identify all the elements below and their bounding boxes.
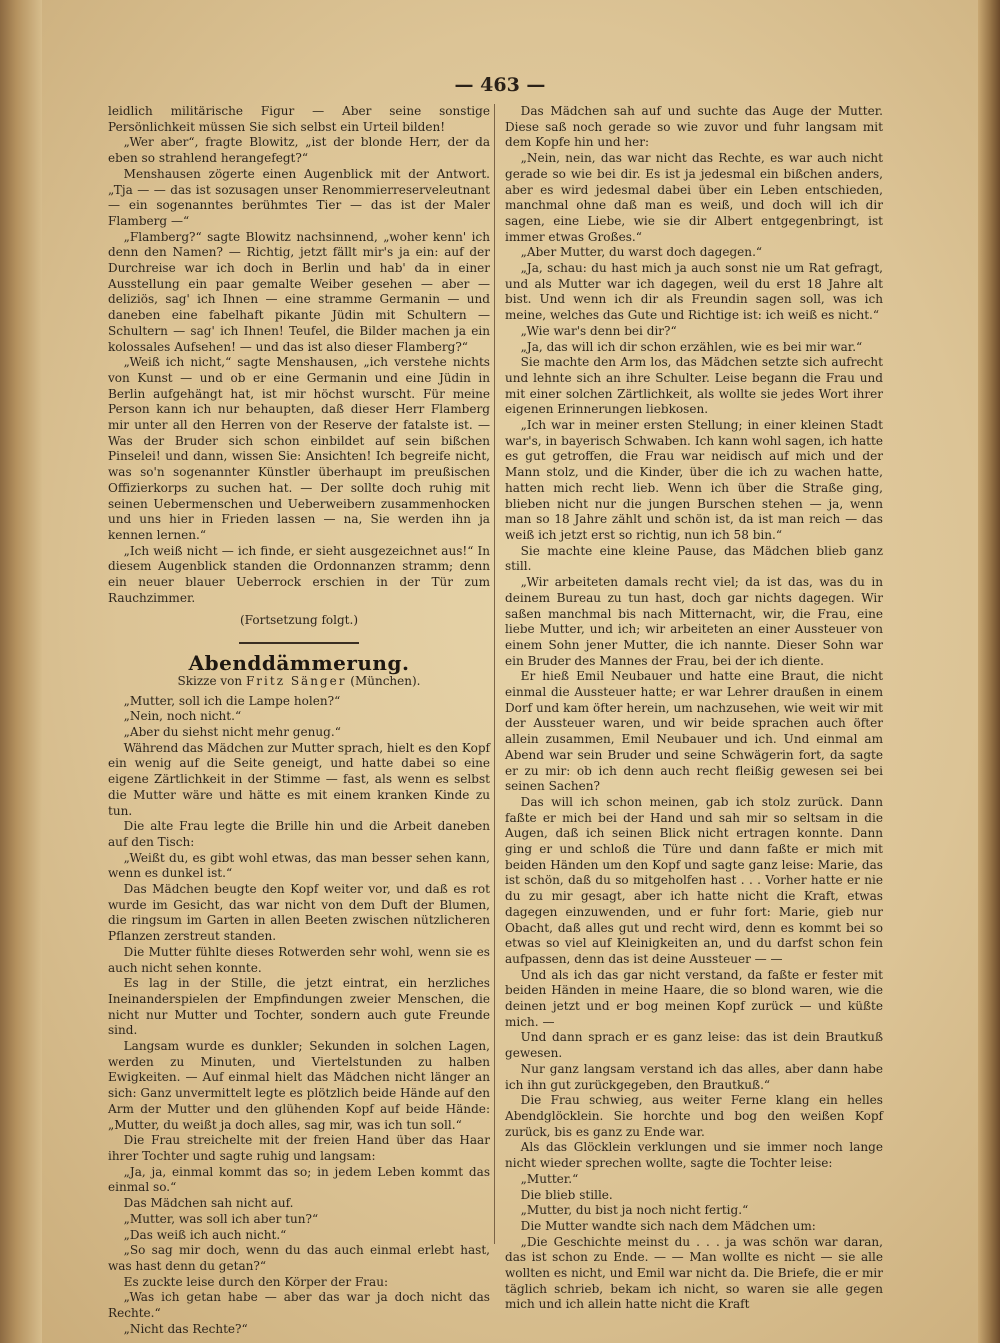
paragraph: Das Mädchen sah auf und suchte das Auge der Mutter. Diese saß noch gerade so wie zuvor und fuhr langsam mit dem Kopfe hin und her: (505, 104, 883, 150)
section-divider (239, 642, 359, 644)
paragraph: „Weißt du, es gibt wohl etwas, das man besser sehen kann, wenn es dunkel ist.“ (108, 850, 490, 881)
paragraph: Die Frau streichelte mit der freien Hand über das Haar ihrer Tochter und sagte ruhig und langsam: (108, 1133, 490, 1163)
column-rule (494, 104, 495, 1244)
paragraph: Das Mädchen beugte den Kopf weiter vor, und daß es rot wurde im Gesicht, das war nicht von dem Duft der Blumen, die ringsum im Garten in allen Beeten zwischen nützlicheren Pflanzen zerstreut standen. (108, 882, 490, 944)
paragraph: Die Mutter wandte sich nach dem Mädchen um: (520, 1218, 816, 1233)
story-title: Abenddämmerung. (188, 651, 410, 676)
paragraph: „Nein, nein, das war nicht das Rechte, es war auch nicht gerade so wie bei dir. Es ist ja jedesmal ein bißchen anders, aber es wird jedesmal dabei über ein Leben entschieden, manchmal ohne daß man es weiß, und doch will ich dir sagen, eine Liebe, wie sie dir Albert entgegenbringt, ist immer etwas Großes.“ (505, 151, 883, 244)
left-column (108, 104, 490, 1337)
paragraph: Und als ich das gar nicht verstand, da faßte er fester mit beiden Händen in meine Haare, die so blond waren, wie die deinen jetzt und er bog meinen Kopf zurück — und küßte mich. — (505, 967, 883, 1029)
paragraph: „Ja, schau: du hast mich ja auch sonst nie um Rat gefragt, und als Mutter war ich dagegen, weil du erst 18 Jahre alt bist. Und wenn ich dir als Freundin sagen soll, was ich meine, welches das Gute und Richtige ist: ich weiß es nicht.“ (505, 261, 883, 323)
paragraph: „Was ich getan habe — aber das war ja doch nicht das Rechte.“ (108, 1290, 490, 1321)
paragraph: „Mutter, was soll ich aber tun?“ (123, 1211, 319, 1226)
binding-gutter (0, 0, 42, 1343)
paragraph: leidlich militärische Figur — Aber seine sonstige Persönlichkeit müssen Sie sich selbst ein Urteil bilden! (108, 104, 490, 134)
paragraph: Während das Mädchen zur Mutter sprach, hielt es den Kopf ein wenig auf die Seite geneigt, und hatte dabei so eine eigene Zärtlichkeit in der Stimme — fast, als wenn es selbst die Mutter wäre und hätte es mit einem kranken Kinde zu tun. (108, 740, 490, 818)
paragraph: Das Mädchen sah nicht auf. (123, 1196, 294, 1211)
paragraph: „Flamberg?“ sagte Blowitz nachsinnend, „woher kenn' ich denn den Namen? — Richtig, jetzt fällt mir's ja ein: auf der Durchreise war ich doch in Berlin und hab' da in einer Ausstellung ein paar gemalte Weiber gesehen — aber — deliziös, sag' ich Ihnen — eine stramme Germanin — und daneben eine fabelhaft pikante Jüdin mit Schultern — Schultern — sag' ich Ihnen! Teufel, die Bilder machen ja ein kolossales Aufsehen! — und das ist also dieser Flamberg?“ (108, 229, 490, 354)
paragraph: „Die Geschichte meinst du . . . ja was schön war daran, das ist schon zu Ende. — — Man wollte es nicht — sie alle wollten es nicht, und Emil war nicht da. Die Briefe, die er mir täglich schrieb, bekam ich nicht, so waren sie alle gegen mich und ich allein hatte nicht die Kraft (505, 1234, 883, 1312)
paragraph: Er hieß Emil Neubauer und hatte eine Braut, die nicht einmal die Aussteuer hatte; er war Lehrer draußen in einem Dorf und kam öfter herein, um nachzusehen, wie weit wir mit der Aussteuer waren, und wir beide sprachen auch öfter allein zusammen, Emil Neubauer und ich. Und einmal am Abend war sein Bruder und seine Schwägerin fort, da sagte er zu mir: ob ich denn auch recht fleißig gewesen sei bei seinen Sachen? (505, 669, 883, 794)
story-author-place: (München). (350, 673, 421, 688)
paragraph: „Nicht das Rechte?“ (123, 1321, 248, 1336)
paragraph: Es zuckte leise durch den Körper der Frau: (123, 1274, 389, 1289)
paragraph: „Nein, noch nicht.“ (123, 709, 242, 724)
page-edge (978, 0, 1000, 1343)
paragraph: Nur ganz langsam verstand ich das alles, aber dann habe ich ihn gut zurückgegeben, den Brautkuß.“ (505, 1061, 883, 1092)
paragraph: „So sag mir doch, wenn du das auch einmal erlebt hast, was hast denn du getan?“ (108, 1243, 490, 1273)
paragraph: „Ich war in meiner ersten Stellung; in einer kleinen Stadt war's, in bayerisch Schwaben. Ich kann wohl sagen, ich hatte es gut getroffen, die Frau war neidisch auf mich und der Mann stolz, und die Kinder, über die ich zu wachen hatte, hatten mich recht lieb. Wenn ich über die Straße ging, blieben nicht nur die jungen Burschen stehen — ja, wenn man so 18 Jahre zählt und schön ist, da ist man reich — das weiß ich jetzt erst so richtig, nun ich 58 bin.“ (505, 418, 883, 542)
paragraph: „Ich weiß nicht — ich finde, er sieht ausgezeichnet aus!“ In diesem Augenblick standen die Ordonnanzen stramm; denn ein neuer blauer Ueberrock erschien in der Tür zum Rauchzimmer. (108, 543, 490, 605)
paragraph: „Weiß ich nicht,“ sagte Menshausen, „ich verstehe nichts von Kunst — und ob er eine Germanin und eine Jüdin in Berlin aufgehängt hat, ist mir höchst wurscht. Für meine Person kann ich nur behaupten, daß dieser Herr Flamberg mir unter all den Herren von der Reserve der fatalste ist. — Was der Bruder sich schon einbildet auf sein bißchen Pinselei! und dann, wissen Sie: Ansichten! Ich begreife nicht, was so'n sogenannter Künstler überhaupt im preußischen Offizierkorps zu suchen hat. — Der sollte doch ruhig mit seinen Uebermenschen und Ueberweibern zusammenhocken und uns hier in Frieden lassen — na, Sie werden ihn ja kennen lernen.“ (108, 355, 490, 542)
paragraph: Als das Glöcklein verklungen und sie immer noch lange nicht wieder sprechen wollte, sagte die Tochter leise: (505, 1140, 883, 1171)
paragraph: „Wir arbeiteten damals recht viel; da ist das, was du in deinem Bureau zu tun hast, doch gar nichts dagegen. Wir saßen manchmal bis nach Mitternacht, wir, die Frau, eine liebe Mutter, und ich; wir arbeiteten an einer Aussteuer von einem Sohn jener Mutter, die ich nannte. Dieser Sohn war ein Bruder des Mannes der Frau, bei der ich diente. (505, 575, 883, 668)
paragraph: Und dann sprach er es ganz leise: das ist dein Brautkuß gewesen. (505, 1030, 883, 1061)
page-number: — 463 — (454, 74, 546, 96)
paragraph: „Wie war's denn bei dir?“ (520, 323, 677, 338)
paragraph: Langsam wurde es dunkler; Sekunden in solchen Lagen, werden zu Minuten, und Viertelstunden zu halben Ewigkeiten. — Auf einmal hielt das Mädchen nicht länger an sich: Ganz unvermittelt legte es plötzlich beide Hände auf den Arm der Mutter und den glühenden Kopf auf beide Hände: „Mutter, du weißt ja doch alles, sag mir, was ich tun soll.“ (108, 1039, 490, 1132)
article-continuation (108, 104, 490, 607)
paragraph: „Aber du siehst nicht mehr genug.“ (123, 725, 341, 740)
subtitle-prefix: Skizze von (177, 673, 243, 688)
paragraph: Die Mutter fühlte dieses Rotwerden sehr wohl, wenn sie es auch nicht sehen konnte. (108, 944, 490, 975)
paragraph: Menshausen zögerte einen Augenblick mit der Antwort. „Tja — — das ist sozusagen unser Renommierreserveleutnant — ein sogenanntes berühmtes Tier — das ist der Maler Flamberg —“ (108, 166, 490, 228)
paragraph: „Aber Mutter, du warst doch dagegen.“ (520, 245, 763, 260)
paragraph: Das will ich schon meinen, gab ich stolz zurück. Dann faßte er mich bei der Hand und sah mir so seltsam in die Augen, daß ich seinen Blick nicht ertragen konnte. Dann ging er und schloß die Türe und dann faßte er mich mit beiden Händen um den Kopf und sagte ganz leise: Marie, das ist schön, daß du so mitgeholfen hast . . . Vorher hatte er nie du zu mir gesagt, aber ich hatte nicht die Kraft, etwas dagegen einzuwenden, und er fuhr fort: Marie, gieb nur Obacht, daß alles gut und recht wird, denn es kommt bei so etwas so viel auf Kleinigkeiten an, und du darfst schon fein aufpassen, denn das ist deine Aussteuer — — (505, 794, 883, 966)
story-author: Fritz Sänger (245, 673, 347, 688)
story-body-continued (505, 104, 883, 1313)
paragraph: Die blieb stille. (520, 1187, 613, 1202)
paragraph: Sie machte eine kleine Pause, das Mädchen blieb ganz still. (505, 543, 883, 574)
paragraph: „Das weiß ich auch nicht.“ (123, 1227, 287, 1242)
paragraph: „Mutter.“ (520, 1171, 579, 1186)
story-subtitle (108, 674, 490, 690)
paragraph: Die Frau schwieg, aus weiter Ferne klang ein helles Abendglöcklein. Sie horchte und bog den weißen Kopf zurück, bis es ganz zu Ende war. (505, 1093, 883, 1139)
paragraph: „Wer aber“, fragte Blowitz, „ist der blonde Herr, der da eben so strahlend herangefegt?“ (108, 135, 490, 166)
paragraph: „Mutter, du bist ja noch nicht fertig.“ (520, 1203, 749, 1218)
paragraph: Es lag in der Stille, die jetzt eintrat, ein herzliches Ineinanderspielen der Empfindungen zweier Menschen, die nicht nur Mutter und Tochter, sondern auch gute Freunde sind. (108, 976, 490, 1038)
paragraph: „Ja, das will ich dir schon erzählen, wie es bei mir war.“ (520, 339, 863, 354)
story-body (108, 694, 490, 1338)
continuation-note: (Fortsetzung folgt.) (240, 612, 358, 627)
paragraph: „Ja, ja, einmal kommt das so; in jedem Leben kommt das einmal so.“ (108, 1164, 490, 1195)
paragraph: Sie machte den Arm los, das Mädchen setzte sich aufrecht und lehnte sich an ihre Schulter. Leise begann die Frau und mit einer solchen Zärtlichkeit, als wollte sie jedes Wort ihrer eigenen Erinnerungen liebkosen. (505, 355, 883, 417)
paragraph: „Mutter, soll ich die Lampe holen?“ (123, 693, 341, 708)
paragraph: Die alte Frau legte die Brille hin und die Arbeit daneben auf den Tisch: (108, 819, 490, 849)
right-column (505, 104, 883, 1313)
